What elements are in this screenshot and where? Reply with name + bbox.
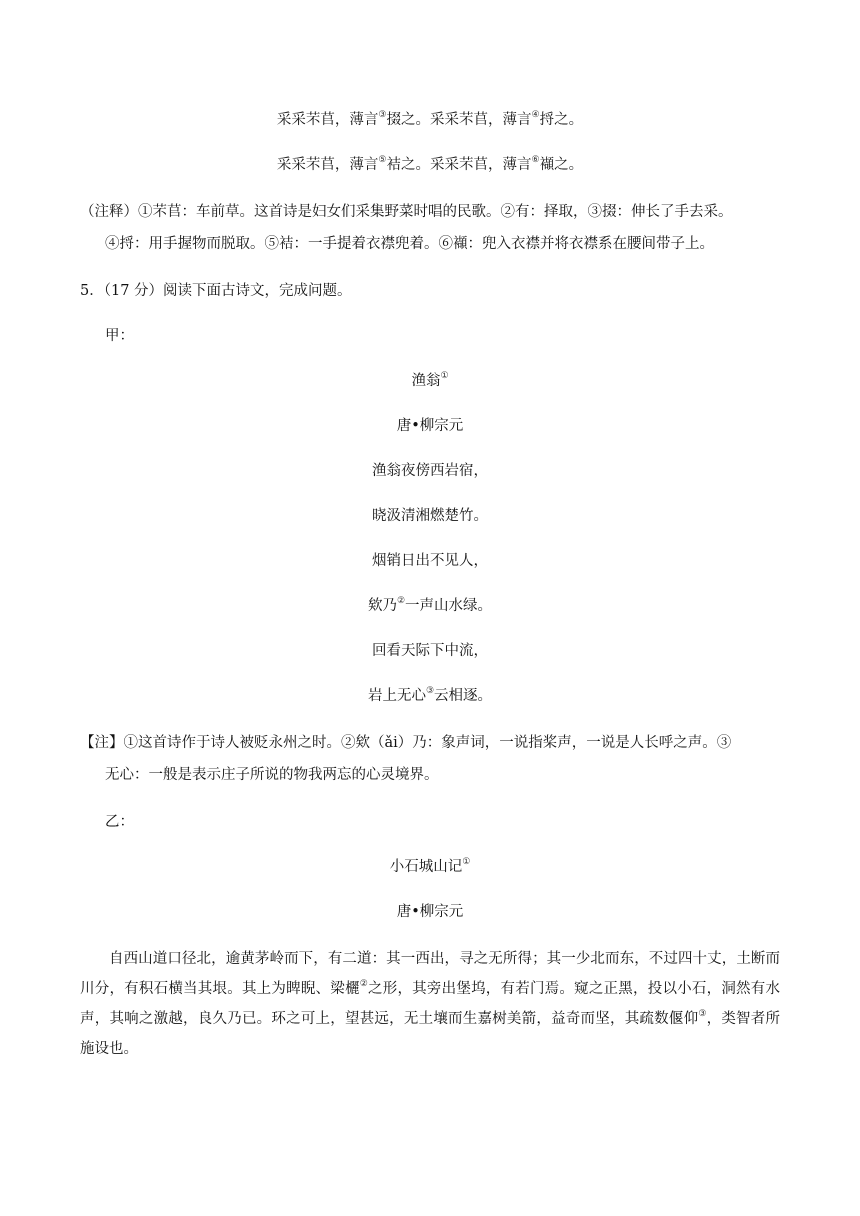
- footnote-marker: ③: [425, 686, 435, 696]
- part-a-note-line-1: 【注】①这首诗作于诗人被贬永州之时。②欸（ǎi）乃：象声词，一说指桨声，一说是人长呼之声。③: [80, 735, 732, 751]
- part-a-poem-line: 回看天际下中流，: [372, 643, 488, 659]
- footnote-marker: ③: [698, 1009, 707, 1019]
- part-a-note-line-2: 无心：一般是表示庄子所说的物我两忘的心灵境界。: [105, 767, 439, 783]
- notes1-line-2: ④捋：用手握物而脱取。⑤袺：一手提着衣襟兜着。⑥襭：兜入衣襟并将衣襟系在腰间带子上。: [105, 236, 714, 252]
- poem1-line-1: 采采芣苢，薄言③掇之。采采芣苢，薄言④捋之。: [276, 110, 584, 128]
- part-a-author: 唐•柳宗元: [396, 418, 464, 434]
- part-a-poem-line: 岩上无心③云相逐。: [367, 686, 493, 704]
- footnote-marker: ①: [440, 371, 449, 381]
- part-a-label: 甲：: [105, 328, 134, 344]
- notes1-line-1: （注释）①芣苢：车前草。这首诗是妇女们采集野菜时唱的民歌。②有：择取，③掇：伸长了手去采。: [80, 204, 733, 220]
- part-a-poem-line: 晓汲清湘燃楚竹。: [372, 508, 488, 524]
- part-a-poem-line: 渔翁夜傍西岩宿，: [372, 463, 488, 479]
- footnote-marker: ④: [531, 110, 540, 120]
- part-b-title: 小石城山记①: [389, 857, 471, 875]
- footnote-marker: ③: [378, 110, 387, 120]
- footnote-marker: ①: [462, 857, 471, 867]
- part-a-poem-line: 欸乃②一声山水绿。: [367, 596, 493, 614]
- part-b-paragraph: 自西山道口径北，逾黄茅岭而下，有二道：其一西出，寻之无所得；其一少北而东，不过四十丈，土断而川分，有积石横当其垠。其上为睥睨、梁欐②之形，其旁出堡坞，有若门焉。窥之正黑，投以小石，洞然有水声，其响之激越，良久乃已。环之可上，望甚远，无土壤而生嘉树美箭，益奇而坚，其疏数偃仰③，类智者所施设也。: [80, 951, 781, 1057]
- part-b-label: 乙：: [105, 814, 134, 830]
- footnote-marker: ⑥: [531, 155, 540, 165]
- footnote-marker: ②: [396, 596, 406, 606]
- part-a-title: 渔翁①: [411, 371, 449, 389]
- question-label: 5．（17 分）阅读下面古诗文，完成问题。: [80, 283, 352, 299]
- footnote-marker: ⑤: [378, 155, 387, 165]
- footnote-marker: ②: [359, 979, 369, 989]
- part-b-author: 唐•柳宗元: [396, 904, 464, 920]
- poem1-line-2: 采采芣苢，薄言⑤袺之。采采芣苢，薄言⑥襭之。: [276, 155, 584, 173]
- part-a-poem-line: 烟销日出不见人，: [372, 553, 488, 569]
